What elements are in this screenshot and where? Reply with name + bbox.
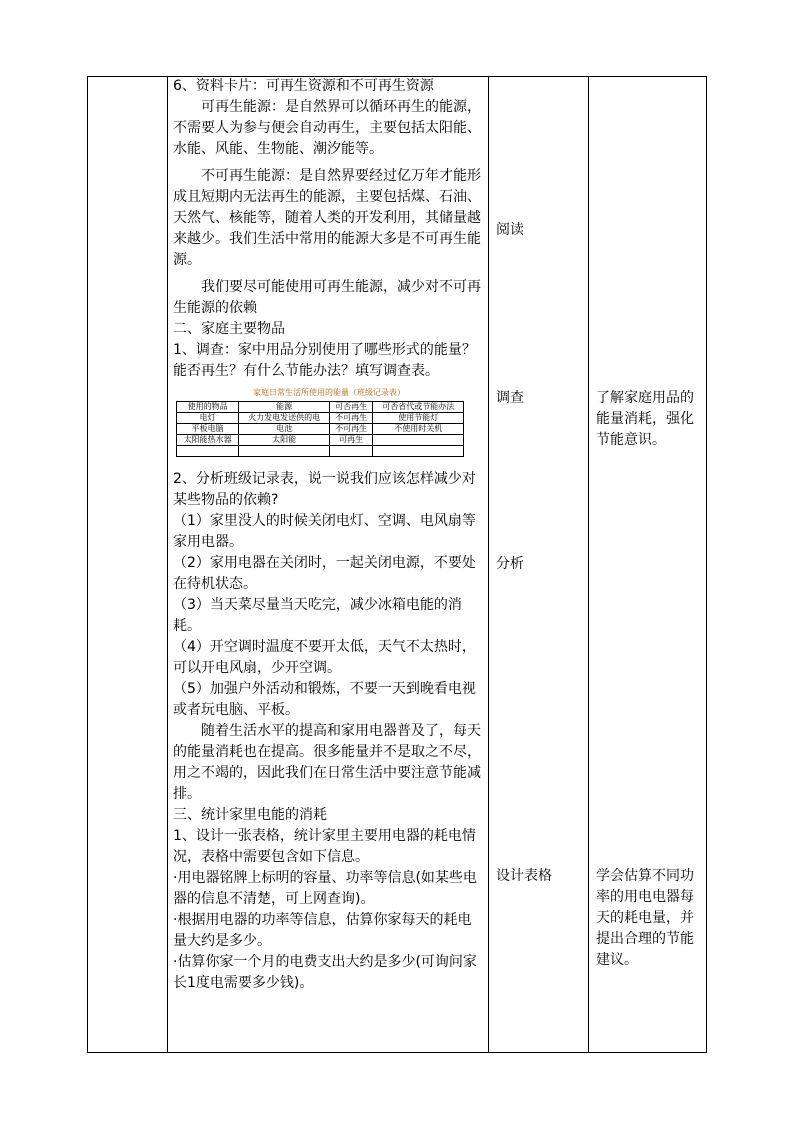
- bullet-item: ·用电器铭牌上标明的容量、功率等信息(如某些电器的信息不清楚，可上网查询)。: [173, 870, 477, 907]
- nonrenewable-paragraph: 不可再生能源：是自然界要经过亿万年才能形成且短期内无法再生的能源，主要包括煤、石油、天然气、核能等，随着人类的开发利用，其储量越来越少。我们生活中常用的能源大多是不可再生能源。: [173, 168, 481, 268]
- activity-design-table: 设计表格: [496, 868, 552, 884]
- renewable-paragraph: 可再生能源：是自然界可以循环再生的能源，不需要人为参与便会自动再生，主要包括太阳能、水能、风能、生物能、潮汐能等。: [173, 99, 481, 157]
- activity-analysis: 分析: [496, 556, 524, 572]
- bullet-item: ·估算你家一个月的电费支出大约是多少(可询问家长1度电需要多少钱)。: [173, 954, 477, 991]
- table-cell: [373, 435, 464, 446]
- survey-table-title: 家庭日常生活所使用的能量（班级记录表）: [253, 388, 405, 397]
- table-row: [177, 446, 464, 457]
- content-column: [173, 76, 485, 994]
- table-cell: 太阳能: [239, 435, 330, 446]
- table-cell: 平板电脑: [177, 424, 239, 435]
- table-cell: [239, 446, 330, 457]
- section3-title: 三、统计家里电能的消耗: [173, 807, 327, 823]
- activity-survey: 调查: [496, 390, 524, 406]
- table-header-row: [177, 402, 464, 413]
- table-header-cell: 可否省代或节能办法: [373, 402, 464, 413]
- table-row: [177, 413, 464, 424]
- table-cell: 不可再生: [329, 424, 373, 435]
- table-row: [177, 435, 464, 446]
- bullet-item: ·根据用电器的功率等信息，估算你家每天的耗电量大约是多少。: [173, 912, 472, 949]
- survey-text: 1、调查：家中用品分别使用了哪些形式的能量？能否再生？有什么节能办法？填写调查表。: [173, 342, 476, 379]
- intent-estimate-power: 学会估算不同功率的用电电器每天的耗电量，并提出合理的节能建议。: [596, 868, 694, 968]
- tip-item: （3）当天菜尽量当天吃完，减少冰箱电能的消耗。: [173, 597, 462, 634]
- table-header-cell: 能源: [239, 402, 330, 413]
- analysis-text: 2、分析班级记录表，说一说我们应该怎样减少对某些物品的依赖?: [173, 471, 476, 508]
- table-cell: [329, 446, 373, 457]
- column-divider: [588, 76, 589, 1053]
- activity-reading: 阅读: [496, 222, 524, 238]
- column-divider: [167, 76, 168, 1053]
- advice-paragraph: 我们要尽可能使用可再生能源，减少对不可再生能源的依赖: [173, 279, 481, 316]
- table-cell: 太阳能热水器: [177, 435, 239, 446]
- summary-paragraph: 随着生活水平的提高和家用电器普及了，每天的能量消耗也在提高。很多能量并不是取之不尽，用之不竭的，因此我们在日常生活中要注意节能减排。: [173, 723, 481, 802]
- card-title: 6、资料卡片：可再生资源和不可再生资源: [173, 78, 434, 94]
- table-cell: [177, 446, 239, 457]
- table-header-cell: 可否再生: [329, 402, 373, 413]
- tip-item: （4）开空调时温度不要开太低，天气不太热时，可以开电风扇，少开空调。: [173, 639, 476, 676]
- table-cell: 不可再生: [329, 413, 373, 424]
- tip-item: （1）家里没人的时候关闭电灯、空调、电风扇等家用电器。: [173, 513, 476, 550]
- design-text: 1、设计一张表格，统计家里主要用电器的耗电情况，表格中需要包含如下信息。: [173, 828, 476, 865]
- section2-title: 二、家庭主要物品: [173, 321, 285, 337]
- tip-item: （2）家用电器在关闭时，一起关闭电源，不要处在待机状态。: [173, 555, 476, 592]
- table-cell: 电灯: [177, 413, 239, 424]
- table-cell: 不使用时关机: [373, 424, 464, 435]
- table-cell: 火力发电发送供的电: [239, 413, 330, 424]
- survey-table: [176, 401, 464, 457]
- table-row: [177, 424, 464, 435]
- intent-energy-awareness: 了解家庭用品的能量消耗，强化节能意识。: [596, 390, 694, 448]
- table-header-cell: 使用的物品: [177, 402, 239, 413]
- table-cell: 使用节能灯: [373, 413, 464, 424]
- column-divider: [488, 76, 489, 1053]
- tip-item: （5）加强户外活动和锻炼，不要一天到晚看电视或者玩电脑、平板。: [173, 681, 476, 718]
- table-cell: 可再生: [329, 435, 373, 446]
- table-cell: 电池: [239, 424, 330, 435]
- table-cell: [373, 446, 464, 457]
